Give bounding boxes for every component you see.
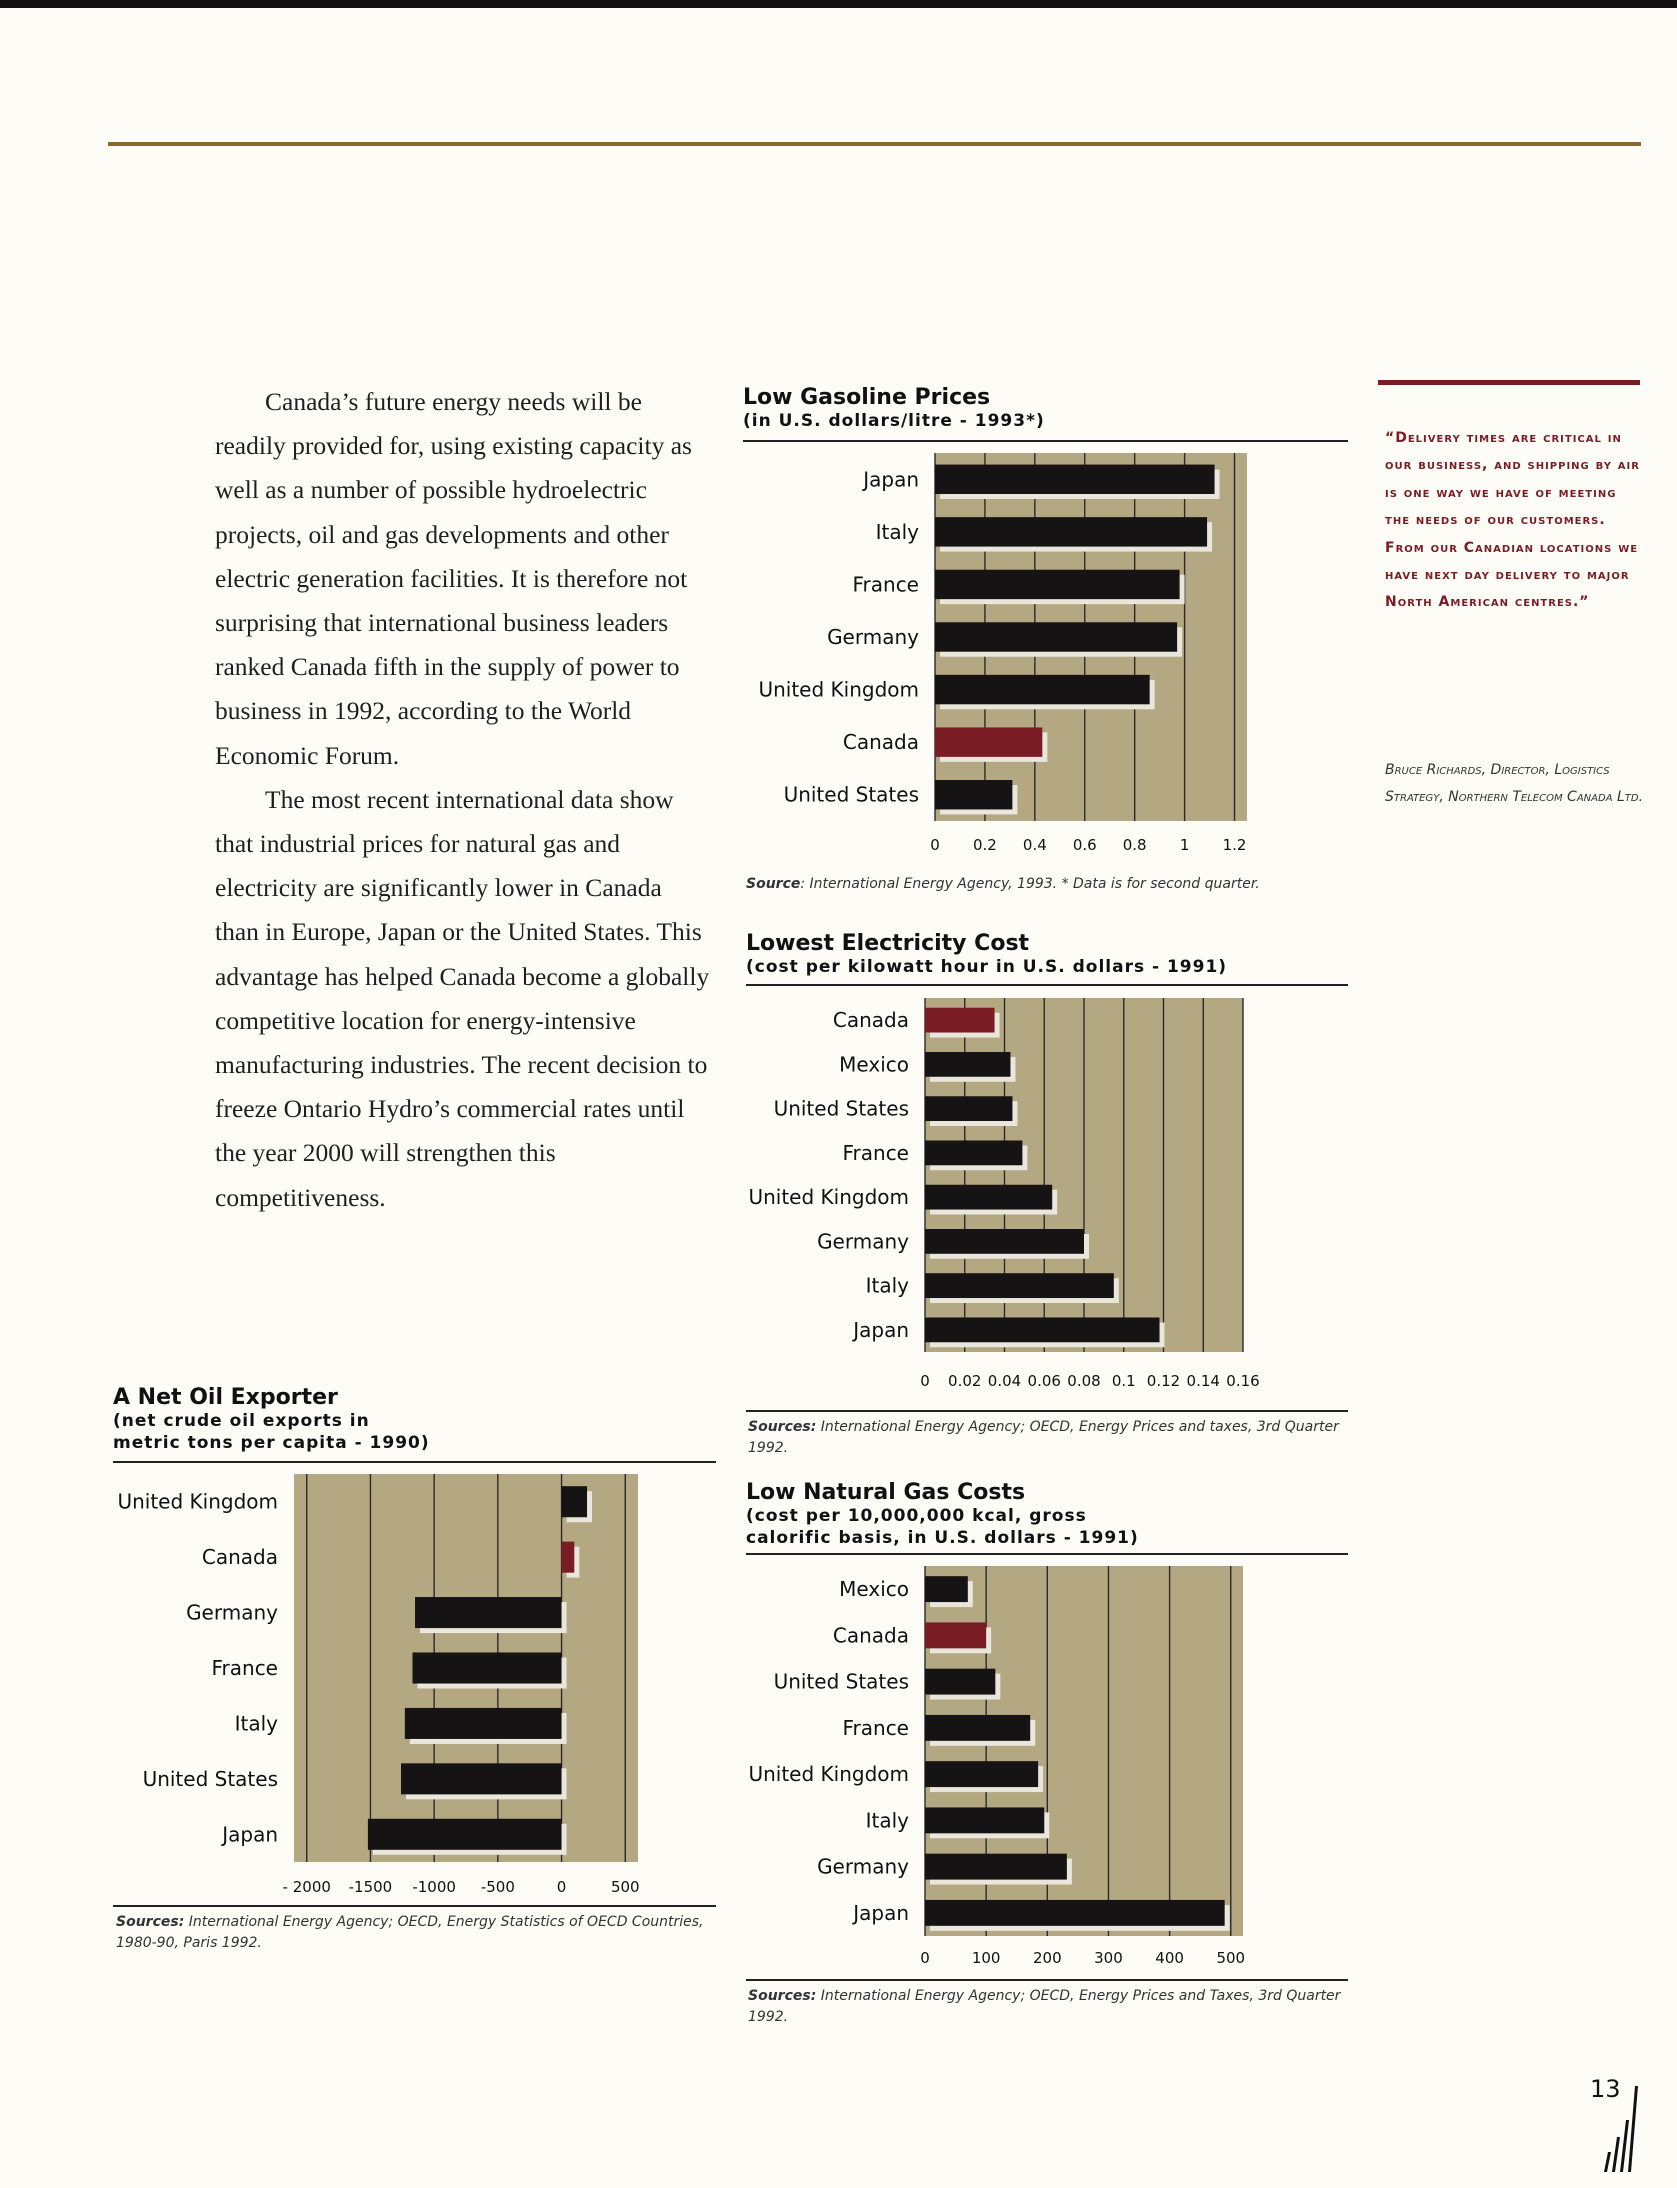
bar-united-states [925,1669,995,1695]
bar-germany [415,1597,562,1628]
body-text [215,380,710,1220]
source-label: Sources: [748,1988,817,2004]
category-label: United States [773,1096,909,1121]
bar-japan [935,465,1215,494]
chart-subtitle: (in U.S. dollars/litre - 1993*) [743,411,1045,431]
category-label: Japan [222,1822,278,1847]
bar-japan [925,1317,1160,1342]
electricity-chart [743,990,1353,1400]
x-tick-label: 0 [920,1372,930,1390]
source-text: International Energy Agency; OECD, Energy Prices and Taxes, 3rd Quarter 1992. [748,1988,1341,2025]
x-tick-label: -1000 [412,1878,456,1896]
category-label: Japan [853,1317,909,1342]
bar-united-kingdom [562,1486,587,1517]
bar-canada [562,1542,575,1573]
source-text: International Energy Agency; OECD, Energy Statistics of OECD Countries, 1980-90, Paris 1992. [116,1914,704,1951]
x-tick-label: 0.06 [1027,1372,1061,1390]
x-tick-label: 200 [1032,1949,1062,1967]
naturalgas-chart [743,1558,1353,1968]
category-label: Canada [832,1623,909,1648]
bar-united-kingdom [925,1761,1038,1787]
bar-mexico [925,1052,1010,1077]
bar-germany [925,1229,1084,1254]
category-label: France [842,1140,909,1165]
x-tick-label: 0.4 [1022,836,1047,854]
chart-rule [746,1979,1348,1981]
bar-germany [935,622,1177,651]
x-tick-label: 0.8 [1122,836,1147,854]
x-tick-label: 0.04 [987,1372,1022,1390]
x-tick-label: 0 [920,1949,930,1967]
naturalgas-chart-header [746,1481,1356,1549]
bar-canada [925,1008,995,1033]
electricity-source [748,1417,1348,1459]
x-tick-label: 0 [930,836,940,854]
logo-bars-icon [1598,2082,1638,2178]
chart-rule [743,440,1348,442]
category-label: United Kingdom [758,677,919,702]
oil-source [116,1912,716,1954]
bar-mexico [925,1576,968,1602]
x-tick-label: 400 [1155,1949,1184,1967]
x-tick-label: -500 [480,1878,515,1896]
oil-chart-header [113,1386,713,1454]
bar-italy [405,1708,562,1739]
top-border [0,0,1677,8]
category-label: Italy [234,1711,278,1736]
bar-united-kingdom [935,675,1150,704]
chart-title: Lowest Electricity Cost [746,931,1030,956]
category-label: Italy [875,519,919,544]
chart-subtitle-line-1: (net crude oil exports in [113,1411,370,1431]
x-tick-label: 0.12 [1146,1372,1181,1390]
source-label: Source [746,876,801,892]
bar-italy [925,1807,1044,1833]
bar-germany [925,1854,1067,1880]
oil-chart [110,1468,720,1898]
bar-canada [925,1622,986,1648]
x-tick-label: 0.02 [948,1372,982,1390]
gasoline-chart [743,445,1353,865]
bar-italy [925,1273,1114,1298]
bar-united-states [401,1763,562,1794]
gasoline-source [746,874,1356,895]
x-tick-label: 0.2 [972,836,997,854]
x-tick-label: 1 [1179,836,1190,854]
bar-france [925,1715,1030,1741]
chart-title: Low Gasoline Prices [743,385,991,410]
category-label: United States [783,782,919,807]
chart-rule [746,1410,1348,1412]
chart-subtitle: (cost per kilowatt hour in U.S. dollars - 1991) [746,957,1228,977]
body-paragraph-1: Canada’s future energy needs will be readily provided for, using existing capacity as well as a number of possible hydroelectric projects, oil and gas developments and other electric generation facilities. It is therefore not surprising that international business leaders ranked Canada fifth in the supply of power to business in 1992, according to the World Economic Forum. [215,387,692,770]
x-tick-label: 0 [556,1878,567,1896]
pull-quote: “Delivery times are critical in our business, and shipping by air is one way we have of meeting the needs of our customers. From our Canadian locations we have next day delivery to major North American centres.” [1385,430,1640,611]
x-tick-label: -1500 [348,1878,393,1896]
quote-rule [1378,380,1640,385]
category-label: United Kingdom [748,1762,909,1787]
page-number: 13 [1590,2075,1621,2103]
category-label: United Kingdom [117,1489,278,1514]
x-tick-label: 500 [1216,1949,1246,1967]
x-tick-label: 500 [610,1878,640,1896]
chart-subtitle-line-2: calorific basis, in U.S. dollars - 1991) [746,1528,1139,1548]
category-label: Italy [865,1273,909,1298]
category-label: Italy [865,1808,909,1833]
x-tick-label: 0.08 [1067,1372,1101,1390]
bar-italy [935,517,1207,546]
chart-subtitle-line-1: (cost per 10,000,000 kcal, gross [746,1506,1087,1526]
category-label: Germany [186,1600,278,1625]
x-tick-label: 300 [1094,1949,1123,1967]
category-label: Germany [817,1229,909,1254]
chart-subtitle-line-2: metric tons per capita - 1990) [113,1433,430,1453]
bar-canada [935,727,1042,756]
x-tick-label: - 2000 [282,1878,331,1896]
header-rule [108,142,1641,146]
chart-rule [113,1905,716,1907]
category-label: United States [773,1669,909,1694]
electricity-chart-header [746,932,1356,978]
bar-united-states [935,780,1012,809]
x-tick-label: 0.1 [1111,1372,1136,1390]
chart-title: A Net Oil Exporter [113,1385,338,1410]
category-label: Japan [863,467,919,492]
category-label: Germany [827,625,919,649]
gasoline-chart-header [743,386,1353,432]
category-label: Japan [853,1900,909,1925]
x-tick-label: 0.14 [1186,1372,1220,1390]
chart-rule [113,1461,716,1463]
naturalgas-source [748,1986,1348,2028]
source-label: Sources: [748,1419,817,1435]
category-label: Mexico [839,1052,909,1077]
category-label: Canada [201,1545,278,1570]
bar-japan [925,1900,1225,1926]
category-label: France [852,572,919,597]
source-text: International Energy Agency; OECD, Energy Prices and taxes, 3rd Quarter 1992. [748,1419,1339,1456]
category-label: Mexico [839,1577,909,1602]
source-text: : International Energy Agency, 1993. * Data is for second quarter. [800,876,1260,892]
chart-rule [746,984,1348,986]
category-label: Canada [832,1008,909,1033]
category-label: Canada [842,730,919,755]
bar-united-kingdom [925,1185,1052,1210]
x-tick-label: 0.6 [1072,836,1097,854]
bar-france [925,1140,1022,1165]
quote-attribution: Bruce Richards, Director, Logistics Strategy, Northern Telecom Canada Ltd. [1385,762,1644,806]
bar-france [412,1652,561,1683]
x-tick-label: 100 [971,1949,1001,1967]
source-label: Sources: [116,1914,185,1930]
x-tick-label: 1.2 [1222,836,1247,854]
x-tick-label: 0.16 [1226,1372,1260,1390]
category-label: United States [142,1766,278,1791]
bar-united-states [925,1096,1012,1121]
body-paragraph-2: The most recent international data show that industrial prices for natural gas and electricity are significantly lower in Canada than in Europe, Japan or the United States. This advantage has helped Canada become a globally competitive location for energy-intensive manufacturing industries. The recent decision to freeze Ontario Hydro’s commercial rates until the year 2000 will strengthen this competitiveness. [215,784,710,1212]
bar-japan [368,1819,562,1850]
category-label: France [842,1715,909,1740]
category-label: United Kingdom [748,1185,909,1210]
chart-title: Low Natural Gas Costs [746,1480,1026,1505]
category-label: France [211,1656,278,1680]
bar-france [935,570,1180,599]
chart-rule [746,1553,1348,1555]
category-label: Germany [817,1854,909,1879]
